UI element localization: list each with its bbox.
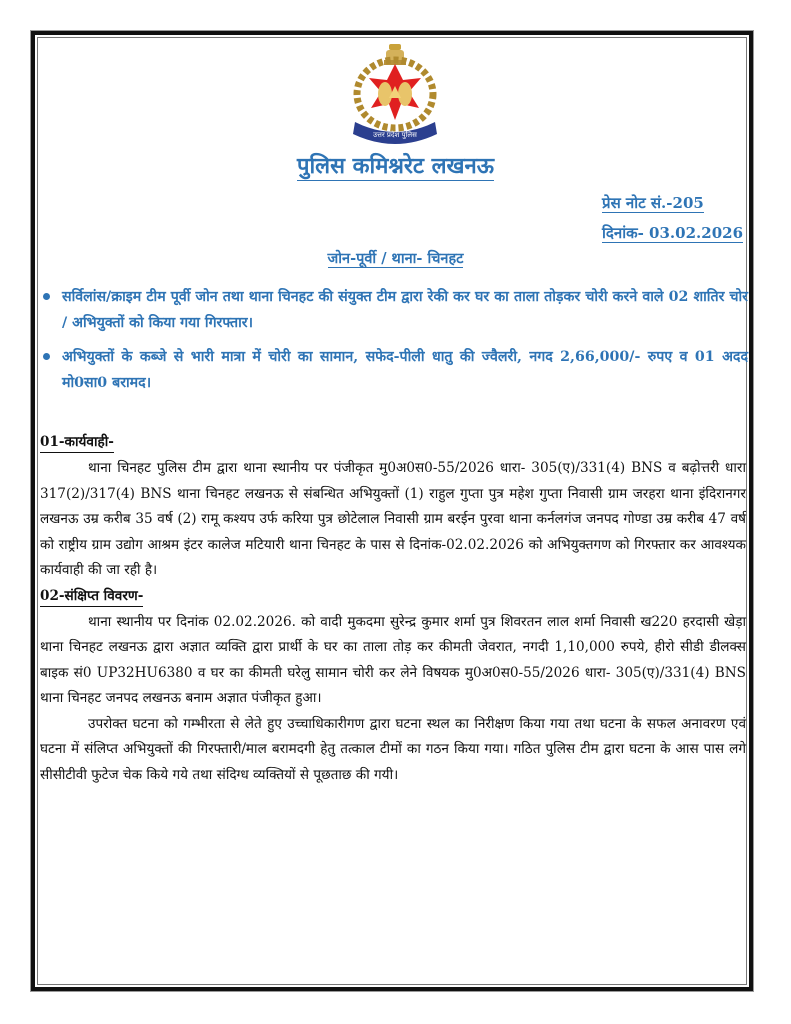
section-heading: 01-कार्यवाही- <box>40 432 114 453</box>
highlights-list <box>40 284 748 404</box>
section-brief-description <box>40 584 746 789</box>
press-note-date: दिनांक- 03.02.2026 <box>602 224 743 242</box>
org-title-text: पुलिस कमिश्नरेट लखनऊ <box>296 153 495 179</box>
section-action <box>40 430 746 584</box>
up-police-emblem-icon <box>345 42 445 146</box>
press-note-number: प्रेस नोट सं.-205 <box>602 194 704 212</box>
section-paragraph: उपरोक्त घटना को गम्भीरता से लेते हुए उच्चाधिकारीगण द्वारा घटना स्थल का निरीक्षण किया गया तथा घटना के सफल अनावरण एवं घटना में संलिप्त अभियुक्तों की गिरफ्तारी/माल बरामदगी हेतु तत्काल टीमों का गठन किया गया। गठित पुलिस टीम द्वारा घटना के आस पास लगे सीसीटीवी फुटेज चेक किये गये तथा संदिग्ध व्यक्तियों से पूछताछ की गयी। <box>40 715 746 783</box>
highlight-text: अभियुक्तों के कब्जे से भारी मात्रा में चोरी का सामान, सफेद-पीली धातु की ज्वैलरी, नगद 2,66,000/- रुपए व 01 अदद मो0सा0 बरामद। <box>62 349 748 391</box>
section-paragraph: थाना स्थानीय पर दिनांक 02.02.2026. को वादी मुकदमा सुरेन्द्र कुमार शर्मा पुत्र शिवरतन लाल शर्मा निवासी ख220 हरदासी खेड़ा थाना चिनहट लखनऊ द्वारा अज्ञात व्यक्ति द्वारा प्रार्थी के घर का ताला तोड़ कर कीमती जेवरात, नगदी 1,10,000 रुपये, हीरो सीडी डीलक्स बाइक सं0 UP32HU6380 व घर का कीमती घरेलु सामान चोरी कर लेने विषयक मु0अ0स0-55/2026 धारा- 305(ए)/331(4) BNS थाना चिनहट जनपद लखनऊ बनाम अज्ञात पंजीकृत हुआ। <box>40 613 746 706</box>
press-note-body <box>40 430 746 788</box>
org-title <box>0 150 791 180</box>
zone-heading-text: जोन-पूर्वी / थाना- चिनहट <box>327 250 464 267</box>
highlight-item <box>40 344 748 396</box>
section-paragraph: थाना चिनहट पुलिस टीम द्वारा थाना स्थानीय पर पंजीकृत मु0अ0स0-55/2026 धारा- 305(ए)/331(4) BNS व बढ़ोत्तरी धारा 317(2)/317(4) BNS थाना चिनहट लखनऊ से संबन्धित अभियुक्तों (1) राहुल गुप्ता पुत्र महेश गुप्ता निवासी ग्राम जरहरा थाना इंदिरानगर लखनऊ उम्र करीब 35 वर्ष (2) रामू कश्यप उर्फ करिया पुत्र छोटेलाल निवासी ग्राम बरईन पुरवा थाना कर्नलगंज जनपद गोण्डा उम्र करीब 47 वर्ष को राष्ट्रीय ग्राम उद्योग आश्रम इंटर कालेज मटियारी थाना चिनहट के पास से दिनांक-02.02.2026 को अभियुक्तगण को गिरफ्तार कर आवश्यक कार्यवाही की जा रही है। <box>40 460 746 578</box>
bullet-dot-icon <box>43 293 50 300</box>
bullet-dot-icon <box>43 353 50 360</box>
emblem-ribbon-text: उत्तर प्रदेश पुलिस <box>373 131 417 139</box>
highlight-text: सर्विलांस/क्राइम टीम पूर्वी जोन तथा थाना चिनहट की संयुक्त टीम द्वारा रेकी कर घर का ताला तोड़कर चोरी करने वाले 02 शातिर चोर / अभियुक्तों को किया गया गिरफ्तार। <box>62 289 748 331</box>
zone-heading <box>0 248 791 268</box>
press-note-block <box>602 188 743 248</box>
section-heading: 02-संक्षिप्त विवरण- <box>40 586 143 607</box>
highlight-item <box>40 284 748 336</box>
